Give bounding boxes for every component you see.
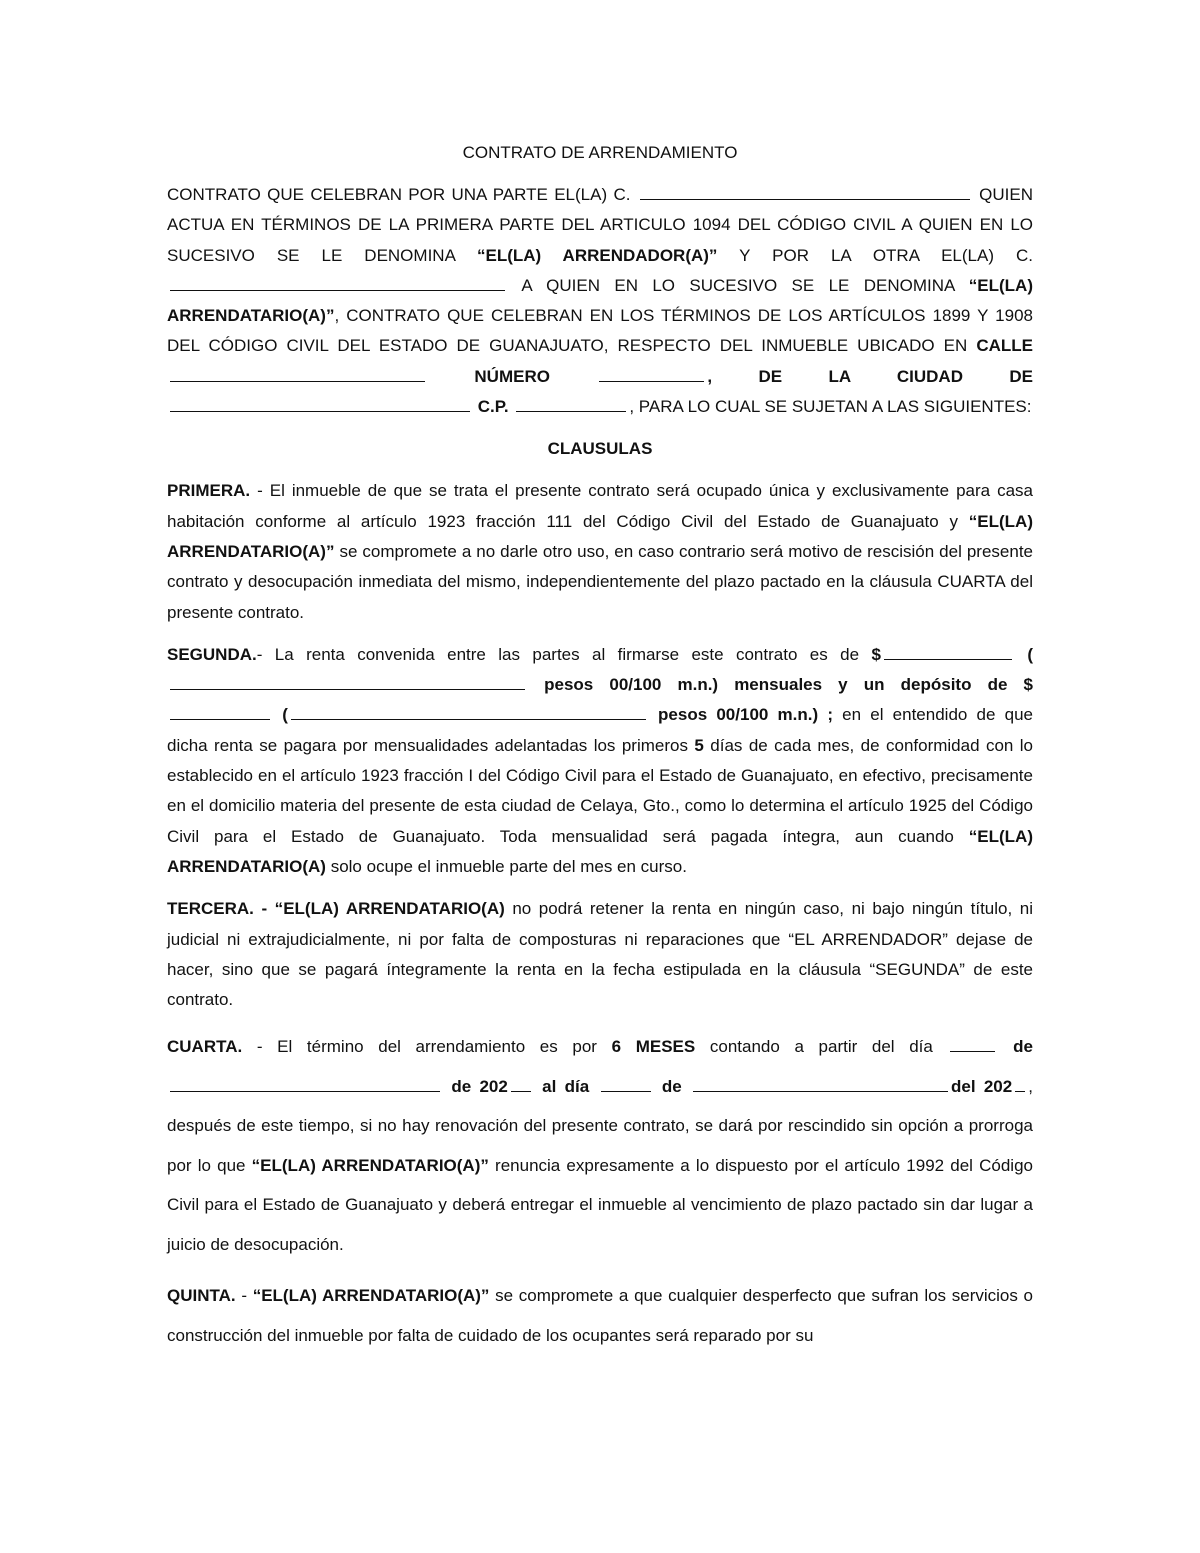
document-title: CONTRATO DE ARRENDAMIENTO [462, 143, 738, 162]
blank-anio-fin[interactable] [1015, 1074, 1025, 1092]
blank-mes-inicio[interactable] [170, 1074, 440, 1092]
blank-cp[interactable] [516, 394, 626, 412]
blank-numero[interactable] [599, 364, 704, 382]
blank-anio-inicio[interactable] [511, 1074, 531, 1092]
blank-ciudad[interactable] [170, 394, 470, 412]
clause-tercera: TERCERA. - “EL(LA) ARRENDATARIO(A) no podrá retener la renta en ningún caso, ni bajo ningún título, ni judicial ni extrajudicialmente, ni por falta de composturas ni reparaciones que “EL ARRENDADOR” dejase de hacer, sino que se pagará íntegramente la renta en la fecha estipulada en la cláusula “SEGUNDA” de este contrato. [167, 899, 1034, 1010]
blank-arrendador-name[interactable] [640, 182, 970, 200]
clause-segunda: SEGUNDA.- La renta convenida entre las partes al firmarse este contrato es de $ ( pesos 00/100 m.n.) mensuales y un depósito de $ ( pesos 00/100 m.n.) ; en el entendido de que dicha renta se pagara por mensualidades adelantadas los primeros 5 días de cada mes, de conformidad con lo establecido en el artículo 1923 fracción I del Código Civil para el Estado de Guanajuato, en efectivo, precisamente en el domicilio materia del presente de esta ciudad de Celaya, Gto., como lo determina el artículo 1925 del Código Civil para el Estado de Guanajuato. Toda mensualidad será pagada íntegra, aun cuando “EL(LA) ARRENDATARIO(A) solo ocupe el inmueble parte del mes en curso. [167, 640, 1033, 882]
clause-quinta: QUINTA. - “EL(LA) ARRENDATARIO(A)” se compromete a que cualquier desperfecto que sufran los servicios o construcción del inmueble por falta de cuidado de los ocupantes será reparado por su [167, 1286, 1034, 1345]
intro-paragraph: CONTRATO QUE CELEBRAN POR UNA PARTE EL(LA) C. QUIEN ACTUA EN TÉRMINOS DE LA PRIMERA PARTE DEL ARTICULO 1094 DEL CÓDIGO CIVIL A QUIEN EN LO SUCESIVO SE LE DENOMINA “EL(LA) ARRENDADOR(A)” Y POR LA OTRA EL(LA) C. A QUIEN EN LO SUCESIVO SE LE DENOMINA “EL(LA) ARRENDATARIO(A)”, CONTRATO QUE CELEBRAN EN LOS TÉRMINOS DE LOS ARTÍCULOS 1899 Y 1908 DEL CÓDIGO CIVIL DEL ESTADO DE GUANAJUATO, RESPECTO DEL INMUEBLE UBICADO EN CALLE NÚMERO , DE LA CIUDAD DE C.P. , PARA LO CUAL SE SUJETAN A LAS SIGUIENTES: [167, 180, 1033, 422]
clauses-heading: CLAUSULAS [547, 439, 653, 459]
clause-primera: PRIMERA. - El inmueble de que se trata el presente contrato será ocupado única y exclusivamente para casa habitación conforme al artículo 1923 fracción 111 del Código Civil del Estado de Guanajuato y “EL(LA) ARRENDATARIO(A)” se compromete a no darle otro uso, en caso contrario será motivo de rescisión del presente contrato y desocupación inmediata del mismo, independientemente del plazo pactado en la cláusula CUARTA del presente contrato. [167, 481, 1033, 622]
blank-calle[interactable] [170, 364, 425, 382]
blank-deposito-monto[interactable] [170, 702, 270, 720]
blank-dia-fin[interactable] [601, 1074, 651, 1092]
blank-arrendatario-name[interactable] [170, 273, 505, 291]
blank-dia-inicio[interactable] [950, 1034, 995, 1052]
document-page [167, 138, 1033, 1367]
clause-cuarta: CUARTA. - El término del arrendamiento es por 6 MESES contando a partir del día de de 202 al día de del 202 , después de este tiempo, si no hay renovación del presente contrato, se dará por rescindido sin opción a prorroga por lo que “EL(LA) ARRENDATARIO(A)” renuncia expresamente a lo dispuesto por el artículo 1992 del Código Civil para el Estado de Guanajuato y deberá entregar el inmueble al vencimiento de plazo pactado sin dar lugar a juicio de desocupación. [167, 1027, 1033, 1264]
blank-renta-monto[interactable] [884, 642, 1012, 660]
blank-renta-letra[interactable] [170, 672, 525, 690]
blank-deposito-letra[interactable] [291, 702, 646, 720]
blank-mes-fin[interactable] [693, 1074, 948, 1092]
